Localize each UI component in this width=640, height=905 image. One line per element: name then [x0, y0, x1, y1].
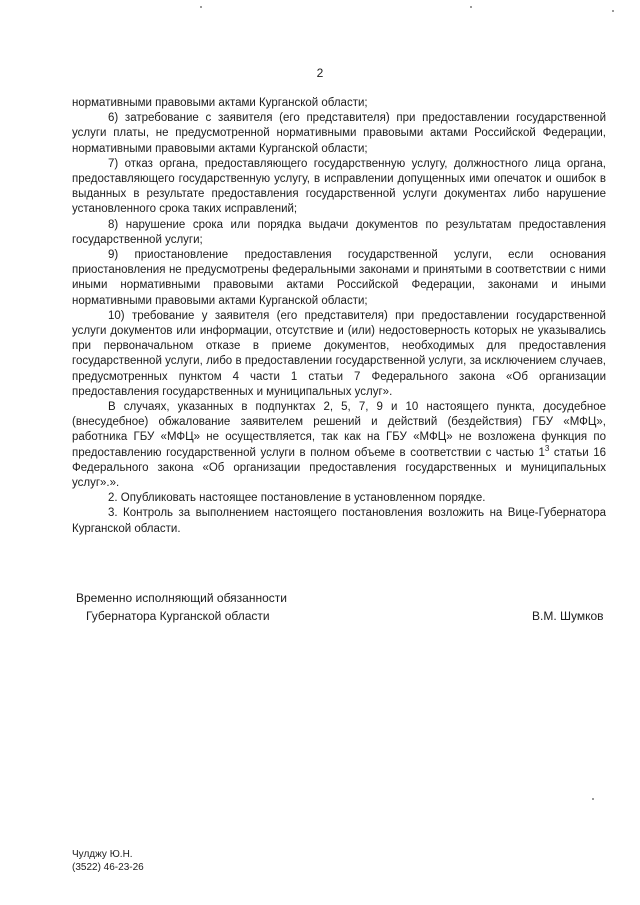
paragraph-item-6: 6) затребование с заявителя (его представителя) при предоставлении государственной услуги платы, не предусмотренной нормативными правовыми актами Российской Федерации, нормативными правовыми актами Курганской области; [72, 112, 606, 155]
signature-position-line2: Губернатора Курганской области [86, 609, 270, 623]
page-number: 2 [316, 66, 324, 80]
paragraph-continuation: нормативными правовыми актами Курганской области; [72, 97, 368, 109]
contact-name: Чулджу Ю.Н. [72, 849, 133, 860]
paragraph-item-10: 10) требование у заявителя (его представителя) при предоставлении государственной услуги документов или информации, отсутствие и (или) недостоверность которых не указывались при первоначальном отказе в приеме документов, необходимых для предоставления государственной услуги, либо в предоставлении государственной услуги, за исключением случаев, предусмотренных пунктом 4 части 1 статьи 7 Федерального закона «Об организации предоставления государственных и муниципальных услуг». [72, 309, 606, 398]
signature-position [76, 589, 287, 625]
superscript: 3 [544, 443, 550, 453]
paragraph-item-9: 9) приостановление предоставления государственной услуги, если основания приостановления не предусмотрены федеральными законами и принятыми в соответствии с ними иными нормативными правовыми актами Российской Федерации, законами и иными нормативными правовыми актами Курганской области; [72, 249, 606, 307]
paragraph-item-7: 7) отказ органа, предоставляющего государственную услугу, должностного лица органа, предоставляющего государственную услугу, в исправлении допущенных ими опечаток и ошибок в выданных в результате предоставления государственной услуги документах либо нарушение установленного срока таких исправлений; [72, 157, 606, 216]
scan-speck [612, 10, 614, 12]
paragraph-exceptions [72, 400, 606, 491]
contact-phone: (3522) 46-23-26 [72, 862, 144, 873]
paragraph-point-3: 3. Контроль за выполнением настоящего постановления возложить на Вице-Губернатора Курганской области. [72, 507, 606, 535]
contact-block [72, 848, 144, 874]
scan-speck [200, 6, 202, 8]
scan-speck [592, 798, 594, 800]
signature-position-line1: Временно исполняющий обязанности [76, 591, 287, 605]
signatory-name: В.М. Шумков [532, 609, 604, 623]
scan-speck [470, 6, 472, 8]
paragraph-item-8: 8) нарушение срока или порядка выдачи документов по результатам предоставления государственной услуги; [72, 218, 606, 246]
paragraph-exceptions-text-end: статьи 16 Федерального закона «Об организации предоставления государственных и муниципальных услуг».». [72, 446, 606, 490]
paragraph-point-2: 2. Опубликовать настоящее постановление в установленном порядке. [108, 492, 486, 505]
document-body [72, 96, 606, 537]
paragraph-exceptions-text: В случаях, указанных в подпунктах 2, 5, 7, 9 и 10 настоящего пункта, досудебное (внесудебное) обжалование заявителем решений и действий (бездействия) ГБУ «МФЦ», работника ГБУ «МФЦ» не осуществляется, так как на ГБУ «МФЦ» не возложена функция по предоставлению государственной услуги в полном объеме в соответствии с частью 1 [72, 401, 606, 459]
